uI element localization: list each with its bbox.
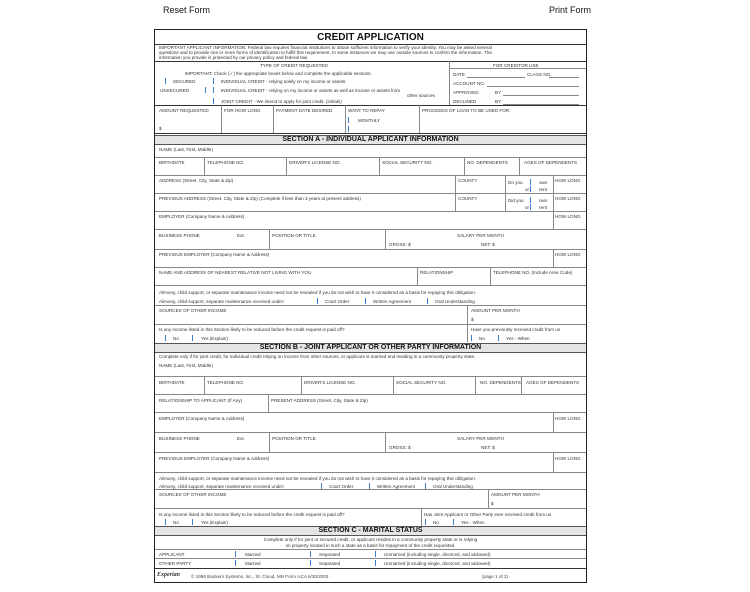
b-written-label: Written Agreement [377,484,415,489]
b-reduced-yes-checkbox[interactable] [192,519,193,525]
creditor-account-label: ACCOUNT NO. [453,81,486,86]
credit-application-form [154,29,587,583]
unsecured-label: UNSECURED [160,88,190,93]
a-reduced-no-label: No [173,336,179,341]
b-dependents-label: NO. DEPENDENTS [480,380,521,385]
a-do-you-label: Do you [508,180,523,185]
b-relationship-label: RELATIONSHIP TO APPLICANT (If Any) [159,398,243,403]
b-joint-received-label: Has Joint Applicant or Other Party ever received credit from us [424,512,552,517]
c-applicant-unmarried-label: Unmarried (including single, divorced, and widowed) [384,552,491,557]
b-prev-employer-how-long-label: HOW LONG [555,456,581,461]
a-prev-employer-label: PREVIOUS EMPLOYER (Company Name & Address) [159,252,270,257]
b-dl-label: DRIVER'S LICENSE NO. [304,380,356,385]
b-salary-label: SALARY PER MONTH [457,436,504,441]
a-prev-or-label: or [525,205,530,210]
b-amount-month-label: AMOUNT PER MONTH [491,492,540,497]
b-note: Complete only if for joint credit, for individual credit relying on income from other sources, or applicant is married and residing in a community property state. [159,354,476,359]
c-other-unmarried-label: Unmarried (including single, divorced, and widowed) [384,561,491,566]
for-how-long-label: FOR HOW LONG [224,108,261,113]
a-oral-checkbox[interactable] [427,298,428,304]
a-bus-phone-label: BUSINESS PHONE [159,233,200,238]
b-received-yes-label: Yes - When [461,520,485,525]
a-own-label: own [539,180,548,185]
c-applicant-separated-label: Separated [319,552,341,557]
b-ages-label: AGES OF DEPENDENTS [526,380,580,385]
a-name-label: NAME (Last, First, Middle) [159,147,213,152]
creditor-approved-label: APPROVED [453,90,479,95]
b-position-label: POSITION OR TITLE [272,436,316,441]
joint-credit-checkbox[interactable] [213,98,214,104]
b-reduced-label: Is any income listed in this Section likely to be reduced before the credit request is paid off? [159,512,345,517]
form-title: CREDIT APPLICATION [317,32,424,43]
want-repay-label: WANT TO REPAY [348,108,385,113]
a-relationship-label: RELATIONSHIP [420,270,454,275]
a-reduced-yes-label: Yes (Explain) [201,336,228,341]
b-net-label: NET: $ [481,445,495,450]
b-reduced-no-label: No [173,520,179,525]
secured-label: SECURED [173,79,196,84]
footer-copyright: © 1996 Bankers Systems, Inc., St. Cloud, MN Form UCA 6/30/2003 [191,574,329,579]
a-received-no-label: No [479,336,485,341]
c-other-married-label: Married [245,561,261,566]
a-court-order-label: Court Order [325,299,350,304]
a-court-order-checkbox[interactable] [317,298,318,304]
b-reduced-no-checkbox[interactable] [165,519,166,525]
a-written-label: Written Agreement [373,299,411,304]
a-gross-label: GROSS: $ [389,242,411,247]
a-alimony-note: Alimony, child support, or separate maintenance income need not be revealed if you do not wish to have it considered as a basis for repaying this obligation. [159,290,477,295]
a-prev-how-long-label: HOW LONG [555,196,581,201]
c-applicant-label: APPLICANT [159,552,185,557]
a-oral-label: Oral Understanding [435,299,475,304]
a-reduced-yes-checkbox[interactable] [192,335,193,341]
individual-credit-other-checkbox[interactable] [213,87,214,93]
c-applicant-unmarried-checkbox[interactable] [375,551,376,557]
a-relative-label: NAME AND ADDRESS OF NEAREST RELATIVE NOT LIVING WITH YOU [159,270,312,275]
joint-credit-label: JOINT CREDIT - We intend to apply for joint credit. (initials) [221,99,342,104]
creditor-use-heading: FOR CREDITOR USE [493,63,539,68]
c-other-unmarried-checkbox[interactable] [375,560,376,566]
b-gross-label: GROSS: $ [389,445,411,450]
a-ages-label: AGES OF DEPENDENTS [524,160,578,165]
section-b-header: SECTION B - JOINT APPLICANT OR OTHER PARTY INFORMATION [155,343,586,353]
a-reduced-no-checkbox[interactable] [165,335,166,341]
a-own-checkbox[interactable] [530,179,531,185]
a-tel-area-label: TELEPHONE NO. (Include Area Code) [493,270,573,275]
a-position-label: POSITION OR TITLE [272,233,316,238]
b-name-label: NAME (Last, First, Middle) [159,363,213,368]
b-amount-dollar: $ [491,501,494,506]
section-a-header: SECTION A - INDIVIDUAL APPLICANT INFORMATION [155,135,586,145]
a-prev-received-label: Have you previously received credit from us [471,327,561,332]
a-received-no-checkbox[interactable] [471,335,472,341]
a-dependents-label: NO. DEPENDENTS [467,160,508,165]
creditor-approved-by: BY [495,90,502,95]
b-employer-how-long-label: HOW LONG [555,416,581,421]
individual-credit-other-label-2: other sources [407,93,435,98]
a-employer-label: EMPLOYER (Company Name & Address) [159,214,245,219]
amount-dollar: $ [159,126,162,131]
b-bus-phone-label: BUSINESS PHONE [159,436,200,441]
b-oral-label: Oral Understanding [433,484,473,489]
c-note-2: on property located in such a state as a basis for repayment of the credit requested. [285,543,456,548]
a-rent-label: rent [539,187,547,192]
c-applicant-separated-checkbox[interactable] [310,551,311,557]
a-or-label: or [525,187,530,192]
notice-line-3: information you provide is protected by our privacy policy and federal law. [159,55,309,60]
b-telephone-label: TELEPHONE NO. [207,380,245,385]
unsecured-checkbox[interactable] [205,87,206,93]
type-credit-heading: TYPE OF CREDIT REQUESTED [260,63,328,68]
b-prev-employer-label: PREVIOUS EMPLOYER (Company Name & Address) [159,456,270,461]
b-received-yes-checkbox[interactable] [453,519,454,525]
a-dl-label: DRIVER'S LICENSE NO. [289,160,341,165]
c-note-1: Complete only if for joint or secured credit, or applicant resides in a community property state or is relying [263,537,478,542]
a-prev-own-checkbox[interactable] [530,197,531,203]
a-ext-label: Ext. [237,233,245,238]
b-received-no-label: No [433,520,439,525]
type-important: IMPORTANT: Check (✓) the appropriate boxes below and complete the applicable sections. [185,71,372,76]
creditor-declined-label: DECLINED [453,99,477,104]
b-birthdate-label: BIRTHDATE [159,380,185,385]
b-reduced-yes-label: Yes (Explain) [201,520,228,525]
a-birthdate-label: BIRTHDATE [159,160,185,165]
a-received-yes-label: Yes - When [506,336,530,341]
a-prev-county-label: COUNTY [458,196,478,201]
a-did-you-label: Did you [508,198,524,203]
a-net-label: NET: $ [481,242,495,247]
b-employer-label: EMPLOYER (Company Name & Address) [159,416,245,421]
b-present-address-label: PRESENT ADDRESS (Street, City, State & Zip) [271,398,368,403]
repay-monthly-label: MONTHLY [358,118,381,123]
b-court-order-label: Court Order [329,484,354,489]
c-other-married-checkbox[interactable] [235,560,236,566]
secured-checkbox[interactable] [165,78,166,84]
a-county-label: COUNTY [458,178,478,183]
c-applicant-married-checkbox[interactable] [235,551,236,557]
experian-logo: Experian [157,572,181,578]
proceeds-label: PROCEEDS OF LOAN TO BE USED FOR: [422,108,511,113]
repay-other-checkbox[interactable] [348,126,349,132]
creditor-declined-by: BY [495,99,502,104]
b-sources-label: SOURCES OF OTHER INCOME [159,492,227,497]
individual-credit-checkbox[interactable] [213,78,214,84]
a-how-long-label: HOW LONG [555,178,581,183]
creditor-date-label: DATE [453,72,465,77]
c-other-separated-label: Separated [319,561,341,566]
a-written-checkbox[interactable] [365,298,366,304]
a-sources-label: SOURCES OF OTHER INCOME [159,308,227,313]
c-other-party-label: OTHER PARTY [159,561,192,566]
a-rent-checkbox[interactable] [530,186,531,192]
amount-requested-label: AMOUNT REQUESTED [159,108,209,113]
payment-date-label: PAYMENT DATE DESIRED [276,108,333,113]
print-form-button[interactable]: Print Form [549,5,592,15]
a-employer-how-long-label: HOW LONG [555,214,581,219]
b-ssn-label: SOCIAL SECURITY NO. [396,380,447,385]
repay-monthly-checkbox[interactable] [348,117,349,123]
a-prev-rent-checkbox[interactable] [530,204,531,210]
a-prev-employer-how-long-label: HOW LONG [555,252,581,257]
c-applicant-married-label: Married [245,552,261,557]
creditor-class-label: CLASS NO. [527,72,552,77]
individual-credit-label: INDIVIDUAL CREDIT - relying solely on my income or assets [221,79,346,84]
c-other-separated-checkbox[interactable] [310,560,311,566]
individual-credit-other-label: INDIVIDUAL CREDIT - relying on my income or assets as well as income or assets from [221,88,401,93]
b-alimony-note: Alimony, child support, or separate maintenance income need not be revealed if you do not wish to have it considered as a basis for repaying this obligation. [159,476,477,481]
a-alimony-under-label: Alimony, child support, separate maintenance received under: [159,299,285,304]
a-amount-dollar: $ [471,317,474,322]
a-telephone-label: TELEPHONE NO. [207,160,245,165]
notice-line-2: questions and to provide one or more forms of identification to fulfill this requirement. In some instances we may use outside sources to confirm the information. The [159,50,492,55]
a-prev-rent-label: rent [539,205,547,210]
b-ext-label: Ext. [237,436,245,441]
a-prev-address-label: PREVIOUS ADDRESS (Street, City, State & Zip) (Complete if less than 3 years at present address) [159,196,361,201]
a-address-label: ADDRESS (Street, City, State & Zip) [159,178,234,183]
a-reduced-label: Is any income listed in this Section likely to be reduced before the credit request is paid off? [159,327,345,332]
notice-line-1: IMPORTANT APPLICANT INFORMATION: Federal law requires financial institutions to obtain sufficient information to verify your identity. You may be asked several [159,45,492,50]
a-amount-month-label: AMOUNT PER MONTH [471,308,520,313]
b-alimony-under-label: Alimony, child support, separate maintenance received under: [159,484,285,489]
a-salary-label: SALARY PER MONTH [457,233,504,238]
a-received-yes-checkbox[interactable] [498,335,499,341]
footer-page: (page 1 of 2) [482,574,509,579]
b-received-no-checkbox[interactable] [425,519,426,525]
section-c-header: SECTION C - MARITAL STATUS [155,526,586,536]
a-ssn-label: SOCIAL SECURITY NO. [382,160,433,165]
a-prev-own-label: own [539,198,548,203]
reset-form-button[interactable]: Reset Form [163,5,211,15]
